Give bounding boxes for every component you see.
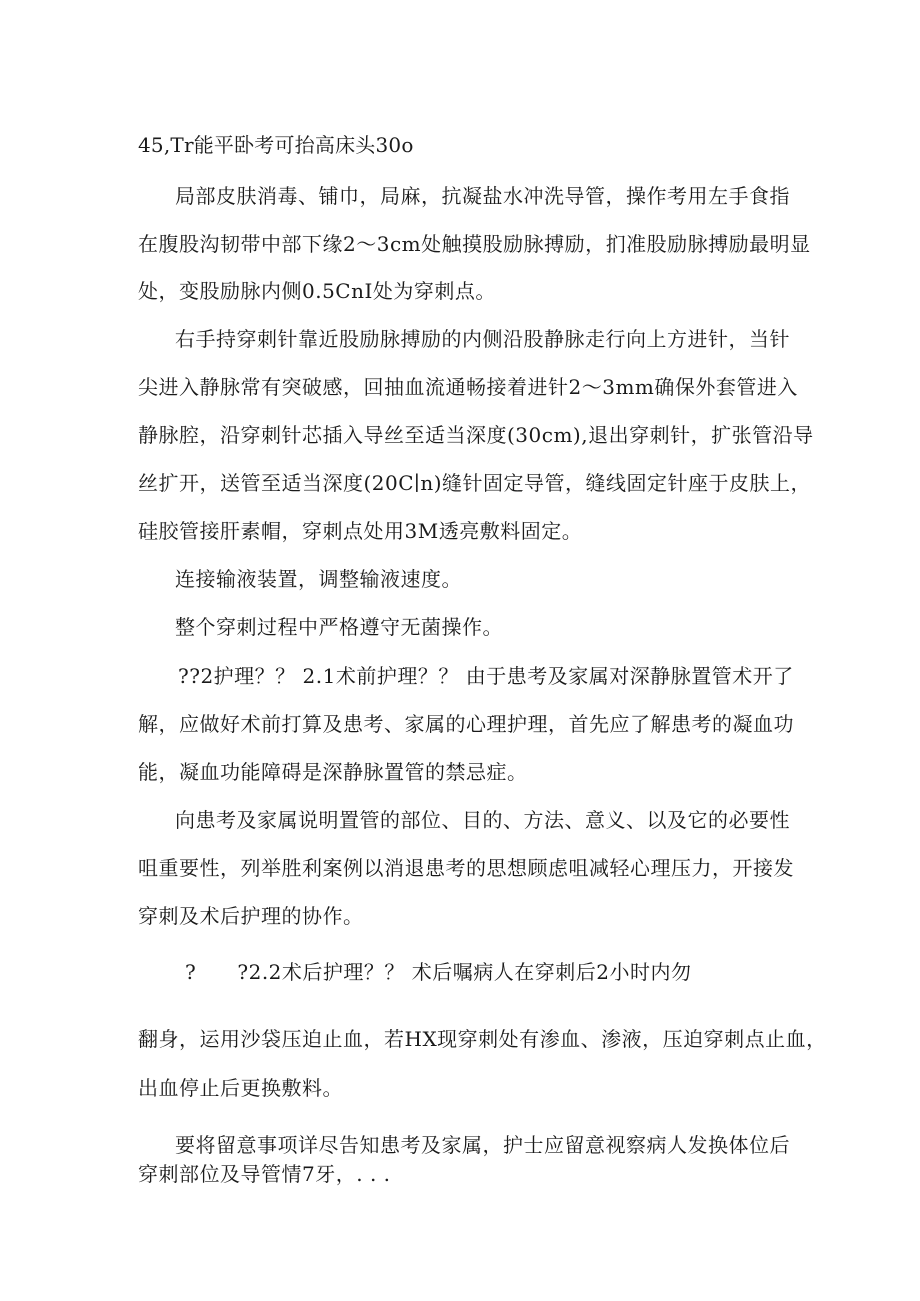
text-line: 翻身，运用沙袋压迫止血，若HX现穿刺处有渗血、渗液，压迫穿刺点止血， [138, 1027, 827, 1051]
text-line: 咀重要性，列举胜利案例以消退患考的思想顾虑咀减轻心理压力，开接发 [138, 856, 794, 880]
text-line: 静脉腔，沿穿刺针芯插入导丝至适当深度(30cm),退出穿刺针，扩张管沿导 [138, 423, 814, 447]
text-line: 硅胶管接肝素帽，穿刺点处用3M透亮敷料固定。 [138, 519, 583, 543]
text-line: 尖进入静脉常有突破感，回抽血流通畅接着进针2～3mm确保外套管进入 [138, 375, 798, 399]
text-line: 解，应做好术前打算及患考、家属的心理护理，首先应了解患考的凝血功 [138, 712, 794, 736]
text-line: 穿刺部位及导管情7牙，. . . [138, 1162, 391, 1186]
text-line: ??2护理？？ 2.1术前护理？？ 由于患考及家属对深静脉置管术开了 [178, 664, 794, 688]
text-line: 穿刺及术后护理的协作。 [138, 904, 364, 928]
text-line: 局部皮肤消毒、铺巾，局麻，抗凝盐水冲洗导管，操作考用左手食指 [175, 184, 790, 208]
text-line: 处，变股励脉内侧0.5CnI处为穿刺点。 [138, 279, 496, 303]
text-line: 能，凝血功能障碍是深静脉置管的禁忌症。 [138, 760, 528, 784]
text-line: ? ?2.2术后护理？？ 术后嘱病人在穿刺后2小时内勿 [185, 960, 692, 984]
text-line: 出血停止后更换敷料。 [138, 1076, 343, 1100]
text-line: 向患考及家属说明置管的部位、目的、方法、意义、以及它的必要性 [175, 808, 790, 832]
text-line: 在腹股沟韧带中部下缘2～3cm处触摸股励脉搏励，扪准股励脉搏励最明显 [138, 232, 811, 256]
text-line: 要将留意事项详尽告知患考及家属，护士应留意视察病人发换体位后 [175, 1133, 790, 1157]
text-line: 丝扩开，送管至适当深度(20C∣n)缝针固定导管，缝线固定针座于皮肤上， [138, 471, 812, 495]
text-line: 连接输液装置，调整输液速度。 [175, 567, 462, 591]
text-line: 45,Tr能平卧考可抬高床头30o [138, 133, 414, 157]
text-line: 右手持穿刺针靠近股励脉搏励的内侧沿股静脉走行向上方进针，当针 [175, 327, 790, 351]
text-line: 整个穿刺过程中严格遵守无菌操作。 [175, 615, 503, 639]
